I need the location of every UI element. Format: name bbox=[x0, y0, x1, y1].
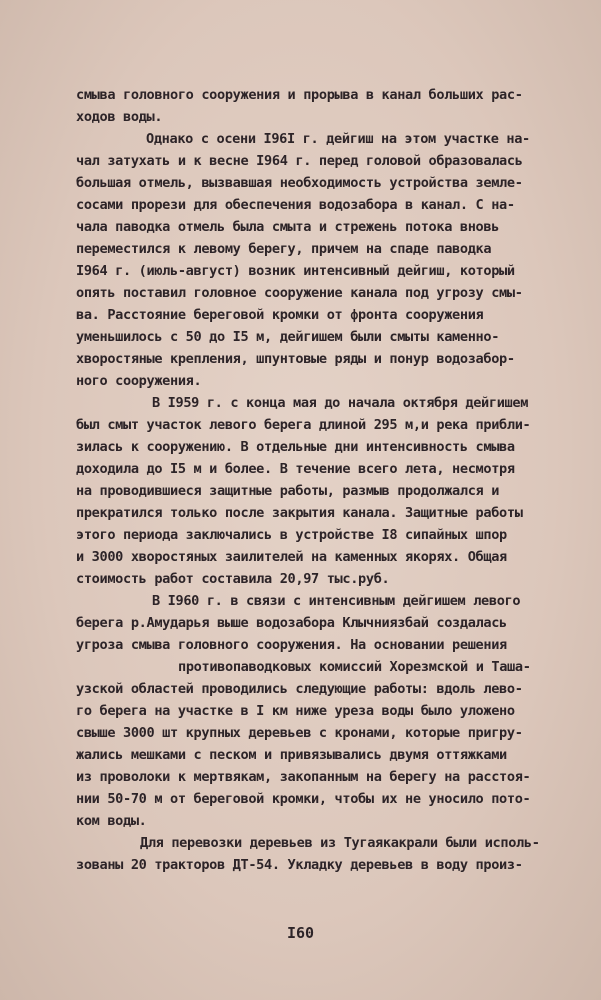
text-line: зилась к сооружению. В отдельные дни интенсивность смыва bbox=[76, 439, 515, 455]
text-line: хворостяные крепления, шпунтовые ряды и понур водозабор- bbox=[76, 351, 515, 367]
text-line: уменьшилось с 50 до I5 м, дейгишем были смыты каменно- bbox=[76, 329, 500, 345]
text-line: прекратился только после закрытия канала. Защитные работы bbox=[76, 505, 523, 521]
text-line: ва. Расстояние береговой кромки от фронта сооружения bbox=[76, 307, 484, 323]
text-line: го берега на участке в I км ниже уреза воды было уложено bbox=[76, 703, 515, 719]
text-line: чал затухать и к весне I964 г. перед головой образовалась bbox=[76, 153, 523, 169]
text-line: сосами прорези для обеспечения водозабора в канал. С на- bbox=[76, 197, 515, 213]
text-line: В I959 г. с конца мая до начала октября дейгишем bbox=[152, 395, 529, 411]
page-number: I60 bbox=[286, 924, 315, 942]
text-line: ком воды. bbox=[76, 813, 147, 829]
text-line: доходила до I5 м и более. В течение всего лета, несмотря bbox=[76, 461, 515, 477]
text-line: опять поставил головное сооружение канала под угрозу смы- bbox=[76, 285, 523, 301]
text-line: узской областей проводились следующие работы: вдоль лево- bbox=[76, 681, 523, 697]
text-line: был смыт участок левого берега длиной 295 м,и река прибли- bbox=[76, 417, 531, 433]
text-line: и 3000 хворостяных заилителей на каменных якорях. Общая bbox=[76, 549, 507, 565]
text-line: ходов воды. bbox=[76, 109, 163, 125]
text-line: смыва головного сооружения и прорыва в канал больших рас- bbox=[76, 87, 523, 103]
text-line: зованы 20 тракторов ДТ-54. Укладку деревьев в воду произ- bbox=[76, 857, 523, 873]
text-line: из проволоки к мертвякам, закопанным на берегу на расстоя- bbox=[76, 769, 531, 785]
text-line: большая отмель, вызвавшая необходимость устройства земле- bbox=[76, 175, 523, 191]
text-line: Для перевозки деревьев из Тугаякакрали были исполь- bbox=[140, 835, 540, 851]
text-line: переместился к левому берегу, причем на спаде паводка bbox=[76, 241, 492, 257]
text-line: Однако с осени I96I г. дейгиш на этом участке на- bbox=[146, 131, 530, 147]
text-line: свыше 3000 шт крупных деревьев с кронами, которые пригру- bbox=[76, 725, 523, 741]
text-line: этого периода заключались в устройстве I8 сипайных шпор bbox=[76, 527, 507, 543]
text-line: угроза смыва головного сооружения. На основании решения bbox=[76, 637, 507, 653]
text-line: нии 50-70 м от береговой кромки, чтобы их не уносило пото- bbox=[76, 791, 531, 807]
text-line: I964 г. (июль-август) возник интенсивный дейгиш, который bbox=[76, 263, 515, 279]
text-line: на проводившиеся защитные работы, размыв продолжался и bbox=[76, 483, 500, 499]
text-line: жались мешками с песком и привязывались двумя оттяжками bbox=[76, 747, 507, 763]
text-line: противопаводковых комиссий Хорезмской и Таша- bbox=[178, 659, 531, 675]
text-line: стоимость работ составила 20,97 тыс.руб. bbox=[76, 571, 390, 587]
text-line: ного сооружения. bbox=[76, 373, 202, 389]
text-line: берега р.Амударья выше водозабора Клычниязбай создалась bbox=[76, 615, 507, 631]
text-line: В I960 г. в связи с интенсивным дейгишем левого bbox=[152, 593, 521, 609]
text-line: чала паводка отмель была смыта и стрежень потока вновь bbox=[76, 219, 500, 235]
